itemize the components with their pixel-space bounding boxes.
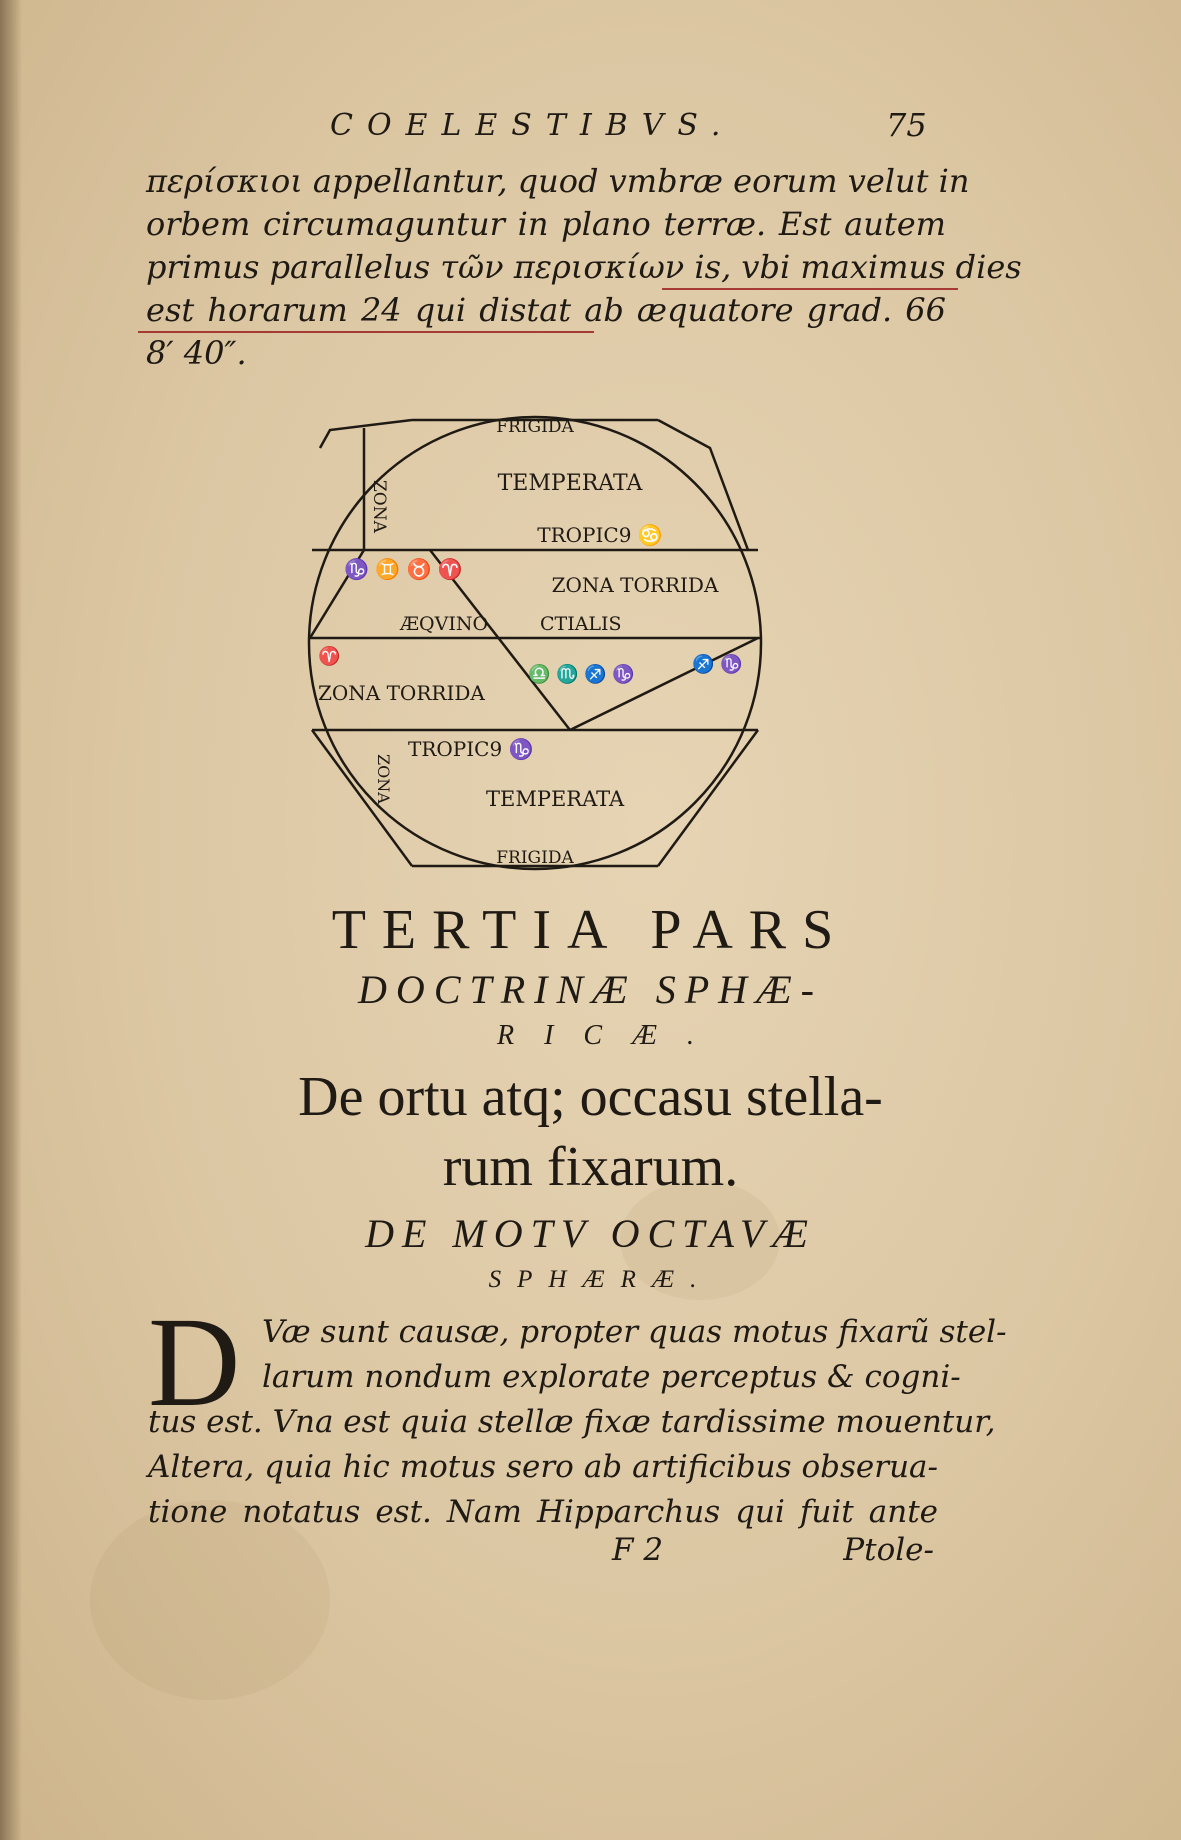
text-line: περίσκιοι appellantur, quod vmbræ eorum velut in xyxy=(146,162,970,200)
lower-diagonal-left xyxy=(312,730,412,866)
chapter-heading-continued: SPHÆRÆ. xyxy=(488,1266,713,1293)
temperata-top-label: TEMPERATA xyxy=(497,471,643,496)
chapter-heading: DE MOTV OCTAVÆ xyxy=(365,1211,816,1256)
zona-upper-left-label: ZONA xyxy=(369,480,389,533)
page-number: 75 xyxy=(886,106,927,144)
zodiac-right-label: ♐ ♑ xyxy=(692,654,743,675)
text-line: larum nondum explorate perceptus & cogni- xyxy=(262,1359,961,1395)
text-line: orbem circumaguntur in plano terræ. Est autem xyxy=(146,205,946,243)
upper-diagonal-right xyxy=(658,420,748,550)
red-ink-underline xyxy=(662,288,958,290)
heading-line: De ortu atq; occasu stella- xyxy=(298,1066,883,1128)
lower-diagonal-right xyxy=(658,730,758,866)
zona-torrida-left-label: ZONA TORRIDA xyxy=(318,681,485,705)
heading-line: rum fixarum. xyxy=(442,1136,739,1198)
text-line: tus est. Vna est quia stellæ fixæ tardissime mouentur, xyxy=(148,1404,996,1440)
running-head: COELESTIBVS. xyxy=(330,108,735,143)
aries-mark: ♈ xyxy=(318,646,341,667)
page-footer xyxy=(148,1532,938,1576)
text-line: Væ sunt causæ, propter quas motus fixarũ stel- xyxy=(262,1314,1007,1350)
zona-lower-left-label: ZONA xyxy=(374,754,393,804)
zodiac-lower-label: ♎ ♏ ♐ ♑ xyxy=(528,664,635,685)
catchword: Ptole- xyxy=(843,1532,934,1568)
aequinoctialis-left-label: ÆQVINO xyxy=(400,613,489,635)
tropicus-capricorni-label: TROPIC9 ♑ xyxy=(408,737,534,761)
drop-cap: D xyxy=(148,1291,241,1433)
text-line: 8′ 40″. xyxy=(146,334,247,372)
arctic-edge-left xyxy=(320,420,412,448)
zones-circle-svg xyxy=(300,408,770,878)
climate-zones-diagram xyxy=(300,408,770,878)
frigida-top-label: FRIGIDA xyxy=(496,417,574,437)
text-line: primus parallelus τῶν περισκίων is, vbi maximus dies xyxy=(146,248,1022,286)
tropicus-cancri-label: TROPIC9 ♋ xyxy=(537,523,663,547)
signature-mark: F 2 xyxy=(612,1532,664,1568)
frigida-bottom-label: FRIGIDA xyxy=(496,848,574,868)
aequinoctialis-right-label: CTIALIS xyxy=(540,613,622,635)
zona-torrida-right-label: ZONA TORRIDA xyxy=(551,573,719,597)
zodiac-upper-label: ♑ ♊ ♉ ♈ xyxy=(344,557,463,581)
part-subtitle-continued: RICÆ. xyxy=(497,1020,724,1051)
body-paragraph xyxy=(148,1310,1007,1535)
text-line: est horarum 24 qui distat ab æquatore grad. 66 xyxy=(146,291,946,329)
intro-paragraph xyxy=(146,160,1022,375)
red-ink-underline xyxy=(138,331,594,333)
part-title: TERTIA PARS xyxy=(331,899,850,961)
part-subtitle: DOCTRINÆ SPHÆ- xyxy=(358,967,823,1012)
text-line: tione notatus est. Nam Hipparchus qui fuit ante xyxy=(148,1494,938,1530)
temperata-bottom-label: TEMPERATA xyxy=(486,787,625,811)
section-heading xyxy=(0,1062,1181,1202)
text-line: Altera, quia hic motus sero ab artificibus obserua- xyxy=(148,1449,938,1485)
